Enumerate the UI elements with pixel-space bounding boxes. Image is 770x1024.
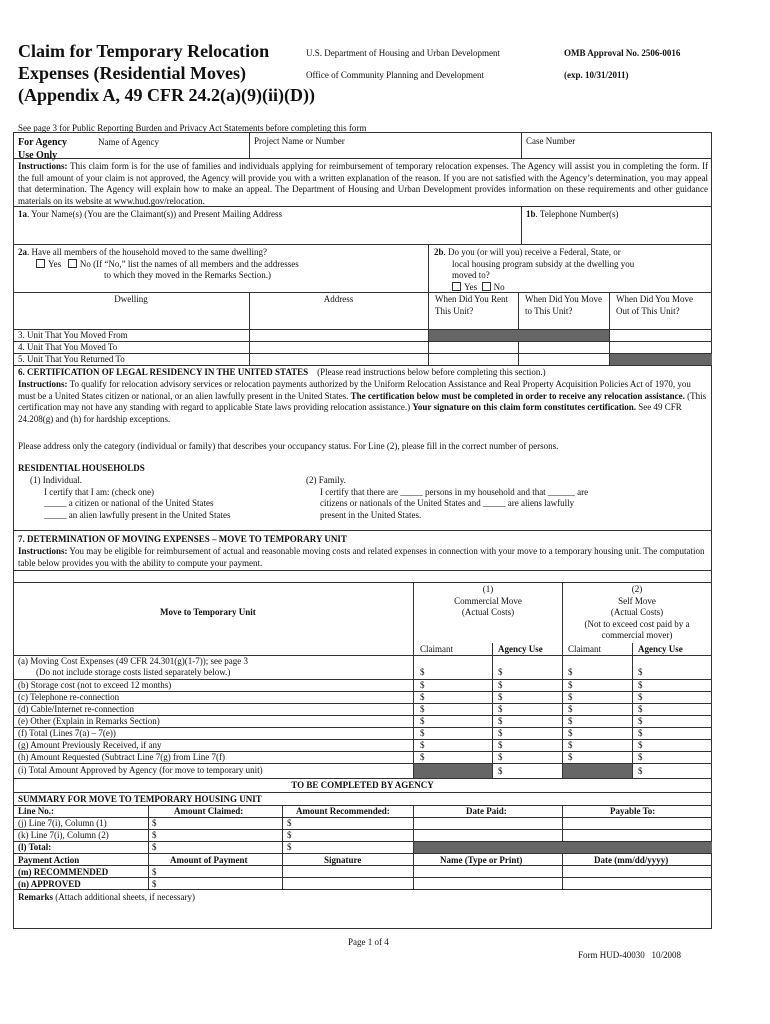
q2b-line2: local housing program subsidy at the dwelling you [452,258,635,269]
dollar: $ [638,680,643,690]
q2b-no-checkbox[interactable] [482,282,491,291]
shaded-cell [414,842,712,853]
line-no-header: Line No.: [18,806,54,816]
title-line-2: Expenses (Residential Moves) [18,63,246,83]
dollar: $ [498,704,503,714]
q2b-line3: moved to? [452,270,490,280]
date-header: Date (mm/dd/yyyy) [594,855,669,865]
shaded-cell [414,764,492,778]
expense-row-c: (c) Telephone re-connection [18,692,120,702]
name-print-header: Name (Type or Print) [440,855,523,865]
title-line-3: (Appendix A, 49 CFR 24.2(a)(9)(ii)(D)) [18,85,315,105]
dwelling-header: Dwelling [114,294,148,304]
title-line-1: Claim for Temporary Relocation [18,41,270,61]
remarks-note: (Attach additional sheets, if necessary) [53,892,195,902]
expense-row-g: (g) Amount Previously Received, if any [18,740,162,750]
move-temp-unit-header: Move to Temporary Unit [160,607,256,617]
rule [13,778,712,779]
dollar: $ [638,704,643,714]
rule [13,158,712,159]
address-header: Address [323,294,354,304]
sec6-instructions [18,379,708,425]
amount-recommended-header: Amount Recommended: [296,806,390,816]
q2a-yes-checkbox[interactable] [36,259,45,268]
dollar: $ [420,680,425,690]
rule [13,570,712,571]
sec7-title: 7. DETERMINATION OF MOVING EXPENSES – MOVE TO TEMPORARY UNIT [18,534,347,544]
rule [13,582,712,583]
dollar: $ [498,752,503,762]
rule [13,365,712,366]
q2a-num: 2a [18,247,27,257]
sec6-address-only: Please address only the category (individual or family) that describes your occupancy status. For Line (2), please fill in the correct number of persons. [18,441,559,451]
rule [13,889,712,890]
agency-use-col1: Agency Use [498,644,543,654]
telephone-field[interactable] [523,221,711,243]
dollar: $ [498,692,503,702]
divider [282,805,283,865]
summary-title: SUMMARY FOR MOVE TO TEMPORARY HOUSING UNIT [18,794,262,804]
project-label: Project Name or Number [254,136,345,146]
office-name: Office of Community Planning and Development [306,70,485,80]
rule [13,292,712,293]
signature-header: Signature [324,855,362,865]
dollar: $ [420,667,425,677]
self-note: (Actual Costs) [610,607,664,617]
individual-head: (1) Individual. [30,475,82,485]
dollar: $ [638,740,643,750]
self-note2: (Not to exceed cost paid by a [584,618,690,629]
self-title: Self Move [618,595,656,606]
expense-row-i: (i) Total Amount Approved by Agency (for move to temporary unit) [18,765,263,775]
dollar: $ [638,752,643,762]
q1a-label [18,209,282,221]
divider [148,805,149,865]
q1a-num: 1a [18,209,27,219]
for-agency-line1: For Agency [18,137,67,148]
expense-row-f: (f) Total (Lines 7(a) – 7(e)) [18,728,116,738]
individual-block [30,475,230,521]
expiration-date: (exp. 10/31/2011) [564,70,629,80]
dollar: $ [420,752,425,762]
dollar: $ [568,704,573,714]
divider [521,132,522,159]
dollar: $ [568,667,573,677]
dollar: $ [638,766,643,776]
family-block [306,475,588,521]
approved-label: (n) APPROVED [18,879,81,889]
commercial-num: (1) [482,584,494,594]
commercial-title: Commercial Move [454,595,522,606]
see-page-note: See page 3 for Public Reporting Burden and Privacy Act Statements before completing this form [18,123,367,133]
case-number-label: Case Number [526,136,576,146]
sec7-instructions [18,546,708,569]
claimant-col1: Claimant [420,644,453,654]
q1b-num: 1b [526,209,536,219]
page-number: Page 1 of 4 [348,937,389,947]
rule [13,244,712,245]
dollar: $ [152,842,157,852]
rule [13,792,712,793]
dwelling-row-5: 5. Unit That You Returned To [18,354,125,364]
family-line2: citizens or nationals of the United States and _____ are aliens lawfully [320,498,575,508]
sec6-instr-bold1: The certification below must be completed in order to receive any relocation assistance. [350,390,685,401]
dollar: $ [420,692,425,702]
amount-claimed-header: Amount Claimed: [174,806,244,816]
individual-line3: _____ an alien lawfully present in the United States [44,509,231,520]
dollar: $ [420,728,425,738]
sec6-title [18,367,546,379]
rule [13,817,712,818]
remarks-field[interactable] [14,904,711,928]
dollar: $ [420,740,425,750]
self-move-header [563,584,711,642]
sec6-instr-bold2: Your signature on this claim form constitutes certification. [412,402,637,412]
dollar: $ [638,667,643,677]
q2a-note: to which they moved in the Remarks Section.) [104,270,271,280]
family-line3: present in the United States. [320,509,422,520]
q2b-block [434,247,634,293]
divider [562,805,563,865]
line-k: (k) Line 7(i), Column (2) [18,830,109,840]
dollar: $ [152,867,157,877]
dollar: $ [568,716,573,726]
dollar: $ [420,704,425,714]
instructions-text: This claim form is for the use of families and individuals applying for reimbursement of temporary relocation expenses. The Agency will assist you in completing the form. If the full amount of your claim is not approved, the Agency will provide you with a written explanation of the reason. If you are not satisfied with the Agency’s determination, you may appeal that determination. The Agency will explain how to make an appeal. The Department of Housing and Urban Development provides information on these requirements and other guidance materials on its website at www.hud.gov/relocation. [18,161,708,206]
individual-line1: I certify that I am: (check one) [44,486,154,497]
divider [428,244,429,292]
dollar: $ [638,716,643,726]
form-number: Form HUD-40030 10/2008 [578,950,681,960]
commercial-move-header [414,584,562,619]
dollar: $ [498,766,503,776]
q2b-yes-checkbox[interactable] [452,282,461,291]
rule [13,829,712,830]
amount-payment-header: Amount of Payment [170,855,248,865]
divider [632,643,633,779]
expense-row-a: (a) Moving Cost Expenses (49 CFR 24.301(g)(1-7)); see page 3 [18,656,248,666]
claimant-col2: Claimant [568,644,601,654]
q1b-label [526,209,618,221]
date-paid-header: Date Paid: [466,806,507,816]
recommended-label: (m) RECOMMENDED [18,867,109,877]
q2b-yes-label: Yes [464,281,478,292]
move-to-header: When Did You Move to This Unit? [525,294,603,316]
family-line1: I certify that there are _____ persons in my household and that ______ are [320,486,589,497]
remarks-title: Remarks [18,892,53,902]
dollar: $ [152,830,157,840]
rule [13,341,712,342]
instructions-block [18,161,708,207]
payable-to-header: Payable To: [610,806,656,816]
expense-row-e: (e) Other (Explain in Remarks Section) [18,716,160,726]
q2a-no-checkbox[interactable] [68,259,77,268]
dollar: $ [498,716,503,726]
commercial-note: (Actual Costs) [461,607,515,617]
dollar: $ [152,818,157,828]
q1a-text: . Your Name(s) (You are the Claimant(s)) and Present Mailing Address [27,209,283,219]
name-address-field[interactable] [14,221,519,243]
dollar: $ [498,728,503,738]
dollar: $ [568,692,573,702]
expense-row-d: (d) Cable/Internet re-connection [18,704,134,714]
instructions-label: Instructions: [18,161,68,171]
self-note3: commercial mover) [601,630,673,640]
q2b-num: 2b [434,247,444,257]
name-of-agency-label: Name of Agency [98,137,159,147]
individual-line2: _____ a citizen or national of the United States [44,498,214,508]
q2a-block [18,247,299,282]
residential-households: RESIDENTIAL HOUSEHOLDS [18,463,145,473]
rule [13,727,712,728]
dollar: $ [498,680,503,690]
dollar: $ [287,818,292,828]
expense-row-h: (h) Amount Requested (Subtract Line 7(g) from Line 7(f) [18,752,225,762]
rule [13,877,712,878]
divider [492,643,493,779]
q2a-question: . Have all members of the household moved to the same dwelling? [27,247,267,257]
dwelling-row-4: 4. Unit That You Moved To [18,342,118,352]
expense-row-a2: (Do not include storage costs listed separately below.) [36,667,231,677]
line-l: (l) Total: [18,842,52,852]
move-out-header: When Did You Move Out of This Unit? [616,294,694,316]
sec6-title-note: (Please read instructions below before completing this section.) [317,367,546,377]
rule [13,865,712,866]
rule [13,206,712,207]
sec6-instr-label: Instructions: [18,379,68,389]
family-head: (2) Family. [306,475,346,485]
dollar: $ [568,680,573,690]
remarks-label [18,892,195,902]
q1b-text: . Telephone Number(s) [535,209,619,219]
sec6-instr-text1: To qualify for relocation advisory services or relocation payments authorized by the Uniform Relocation Assistance and Real Property Acquisition Policies Act of 1970, you must be a United States citizen or national, or an alien lawfully present in the United States. [18,379,691,401]
line-j: (j) Line 7(i), Column (1) [18,818,107,828]
q2b-no-label: No [493,281,505,292]
agency-banner: TO BE COMPLETED BY AGENCY [291,780,434,790]
divider [413,805,414,865]
q2b-line1: . Do you (or will you) receive a Federal, State, or [443,247,621,257]
dollar: $ [287,830,292,840]
dollar: $ [568,740,573,750]
divider [521,206,522,244]
sec7-instr-label: Instructions: [18,546,68,556]
self-num: (2) [631,584,643,594]
department-name: U.S. Department of Housing and Urban Development [306,48,500,58]
sec6-title-text: 6. CERTIFICATION OF LEGAL RESIDENCY IN THE UNITED STATES [18,367,309,377]
dollar: $ [287,842,292,852]
shaded-cell [610,354,712,365]
dollar: $ [152,879,157,889]
expense-row-b: (b) Storage cost (not to exceed 12 months) [18,680,172,690]
omb-number: OMB Approval No. 2506-0016 [564,48,681,58]
agency-use-col2: Agency Use [638,644,683,654]
sec7-instr-text: You may be eligible for reimbursement of actual and reasonable moving costs and related expenses in connection with your move to a temporary housing unit. The computation table below provides you with the ability to compute your payment. [18,546,705,568]
form-title [18,40,315,106]
dollar: $ [568,752,573,762]
rent-header: When Did You Rent This Unit? [435,294,509,316]
dollar: $ [498,740,503,750]
dollar: $ [498,667,503,677]
rule [13,853,712,854]
dollar: $ [638,692,643,702]
dollar: $ [568,728,573,738]
rule [13,530,712,531]
payment-action-header: Payment Action [18,855,80,865]
divider [249,132,250,159]
for-agency-line2: Use Only [18,150,58,161]
shaded-cell [429,330,609,341]
shaded-cell [563,764,632,778]
q2a-no-label: No (If “No,” list the names of all members and the addresses [79,258,299,269]
dollar: $ [638,728,643,738]
dollar: $ [420,716,425,726]
dwelling-row-3: 3. Unit That You Moved From [18,330,128,340]
sec6-instr-text2: (This certification may not have any standing with regard to applicable State laws providing relocation assistance.) [18,390,707,412]
sec6-instr-text3: See 49 CFR 24.208(g) and (h) for hardship exceptions. [18,402,682,424]
q2a-yes-label: Yes [48,258,62,269]
